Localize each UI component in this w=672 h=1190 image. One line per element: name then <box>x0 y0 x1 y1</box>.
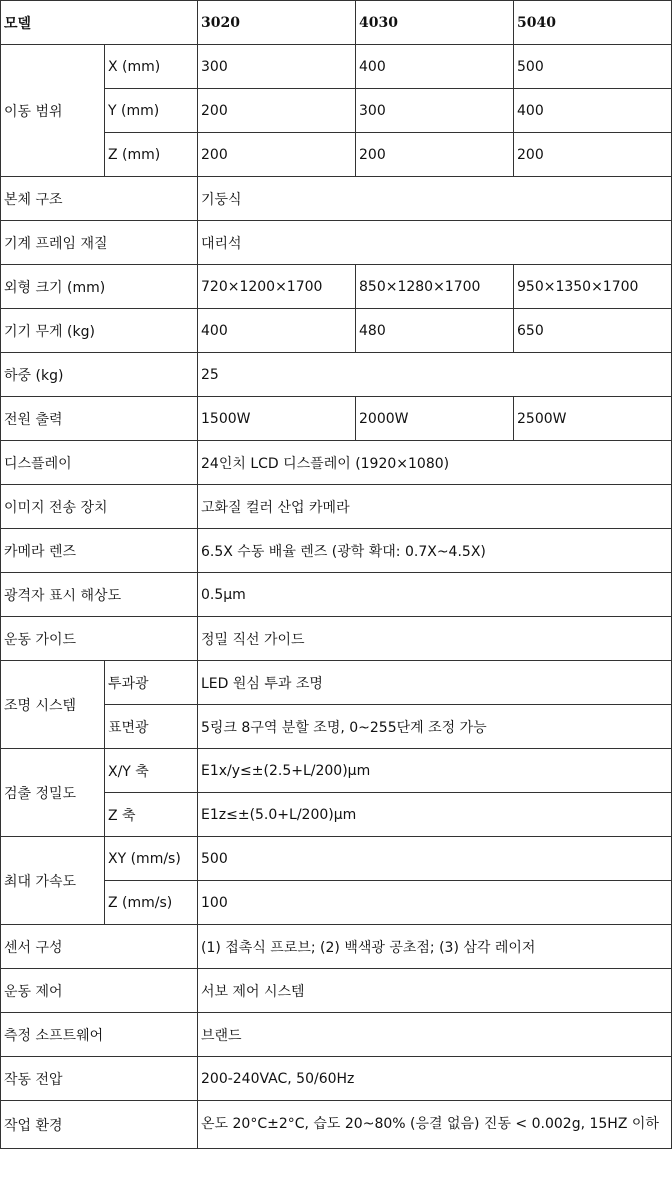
travel-z-4030: 200 <box>356 133 514 177</box>
frame-material-label: 기계 프레임 재질 <box>1 221 198 265</box>
power-row <box>1 397 672 441</box>
motion-guide-value: 정밀 직선 가이드 <box>198 617 672 661</box>
travel-x-4030: 400 <box>356 45 514 89</box>
model-label: 모델 <box>1 1 198 45</box>
travel-x-5040: 500 <box>514 45 672 89</box>
display-label: 디스플레이 <box>1 441 198 485</box>
motion-guide-label: 운동 가이드 <box>1 617 198 661</box>
accuracy-value-xy: E1x/y≤±(2.5+L/200)μm <box>198 749 672 793</box>
motion-control-label: 운동 제어 <box>1 969 198 1013</box>
max-accel-value-xy: 500 <box>198 837 672 881</box>
body-structure-label: 본체 구조 <box>1 177 198 221</box>
max-accel-value-z: 100 <box>198 881 672 925</box>
sensor-value: (1) 접촉식 프로브; (2) 백색광 공초점; (3) 삼각 레이저 <box>198 925 672 969</box>
load-value: 25 <box>198 353 672 397</box>
travel-z-5040: 200 <box>514 133 672 177</box>
power-4030: 2000W <box>356 397 514 441</box>
accuracy-value-z: E1z≤±(5.0+L/200)μm <box>198 793 672 837</box>
travel-x-3020: 300 <box>198 45 356 89</box>
dimensions-row <box>1 265 672 309</box>
frame-material-value: 대리석 <box>198 221 672 265</box>
voltage-value: 200-240VAC, 50/60Hz <box>198 1057 672 1101</box>
lighting-value-surface: 5링크 8구역 분할 조명, 0~255단계 조정 가능 <box>198 705 672 749</box>
travel-y-3020: 200 <box>198 89 356 133</box>
load-label: 하중 (kg) <box>1 353 198 397</box>
max-accel-row-xy <box>1 837 672 881</box>
accuracy-label: 검출 정밀도 <box>1 749 105 837</box>
dimensions-4030: 850×1280×1700 <box>356 265 514 309</box>
body-structure-value: 기둥식 <box>198 177 672 221</box>
lighting-type-surface: 표면광 <box>105 705 198 749</box>
motion-control-row <box>1 969 672 1013</box>
weight-3020: 400 <box>198 309 356 353</box>
max-accel-axis-xy: XY (mm/s) <box>105 837 198 881</box>
image-device-value: 고화질 컬러 산업 카메라 <box>198 485 672 529</box>
software-label: 측정 소프트웨어 <box>1 1013 198 1057</box>
lighting-label: 조명 시스템 <box>1 661 105 749</box>
motion-control-value: 서보 제어 시스템 <box>198 969 672 1013</box>
dimensions-label: 외형 크기 (mm) <box>1 265 198 309</box>
voltage-label: 작동 전압 <box>1 1057 198 1101</box>
camera-lens-value: 6.5X 수동 배율 렌즈 (광학 확대: 0.7X~4.5X) <box>198 529 672 573</box>
camera-lens-label: 카메라 렌즈 <box>1 529 198 573</box>
header-row <box>1 1 672 45</box>
grating-resolution-value: 0.5μm <box>198 573 672 617</box>
dimensions-5040: 950×1350×1700 <box>514 265 672 309</box>
accuracy-axis-z: Z 축 <box>105 793 198 837</box>
power-5040: 2500W <box>514 397 672 441</box>
voltage-row <box>1 1057 672 1101</box>
weight-row <box>1 309 672 353</box>
grating-resolution-label: 광격자 표시 해상도 <box>1 573 198 617</box>
software-value: 브랜드 <box>198 1013 672 1057</box>
lighting-type-transmitted: 투과광 <box>105 661 198 705</box>
environment-value: 온도 20°C±2°C, 습도 20~80% (응결 없음) 진동 < 0.002g, 15HZ 이하 <box>198 1101 672 1149</box>
power-label: 전원 출력 <box>1 397 198 441</box>
travel-axis-y: Y (mm) <box>105 89 198 133</box>
power-3020: 1500W <box>198 397 356 441</box>
image-device-row <box>1 485 672 529</box>
travel-z-3020: 200 <box>198 133 356 177</box>
weight-5040: 650 <box>514 309 672 353</box>
sensor-label: 센서 구성 <box>1 925 198 969</box>
max-accel-axis-z: Z (mm/s) <box>105 881 198 925</box>
travel-y-5040: 400 <box>514 89 672 133</box>
load-row <box>1 353 672 397</box>
lighting-row-transmitted <box>1 661 672 705</box>
frame-material-row <box>1 221 672 265</box>
travel-y-4030: 300 <box>356 89 514 133</box>
camera-lens-row <box>1 529 672 573</box>
grating-resolution-row <box>1 573 672 617</box>
travel-label: 이동 범위 <box>1 45 105 177</box>
environment-label: 작업 환경 <box>1 1101 198 1149</box>
weight-4030: 480 <box>356 309 514 353</box>
travel-row-x <box>1 45 672 89</box>
dimensions-3020: 720×1200×1700 <box>198 265 356 309</box>
max-accel-label: 최대 가속도 <box>1 837 105 925</box>
display-value: 24인치 LCD 디스플레이 (1920×1080) <box>198 441 672 485</box>
body-structure-row <box>1 177 672 221</box>
image-device-label: 이미지 전송 장치 <box>1 485 198 529</box>
sensor-row <box>1 925 672 969</box>
software-row <box>1 1013 672 1057</box>
model-3020: 3020 <box>198 1 356 45</box>
accuracy-axis-xy: X/Y 축 <box>105 749 198 793</box>
travel-axis-x: X (mm) <box>105 45 198 89</box>
model-5040: 5040 <box>514 1 672 45</box>
display-row <box>1 441 672 485</box>
accuracy-row-xy <box>1 749 672 793</box>
model-4030: 4030 <box>356 1 514 45</box>
weight-label: 기기 무게 (kg) <box>1 309 198 353</box>
motion-guide-row <box>1 617 672 661</box>
environment-row <box>1 1101 672 1149</box>
travel-axis-z: Z (mm) <box>105 133 198 177</box>
lighting-value-transmitted: LED 원심 투과 조명 <box>198 661 672 705</box>
